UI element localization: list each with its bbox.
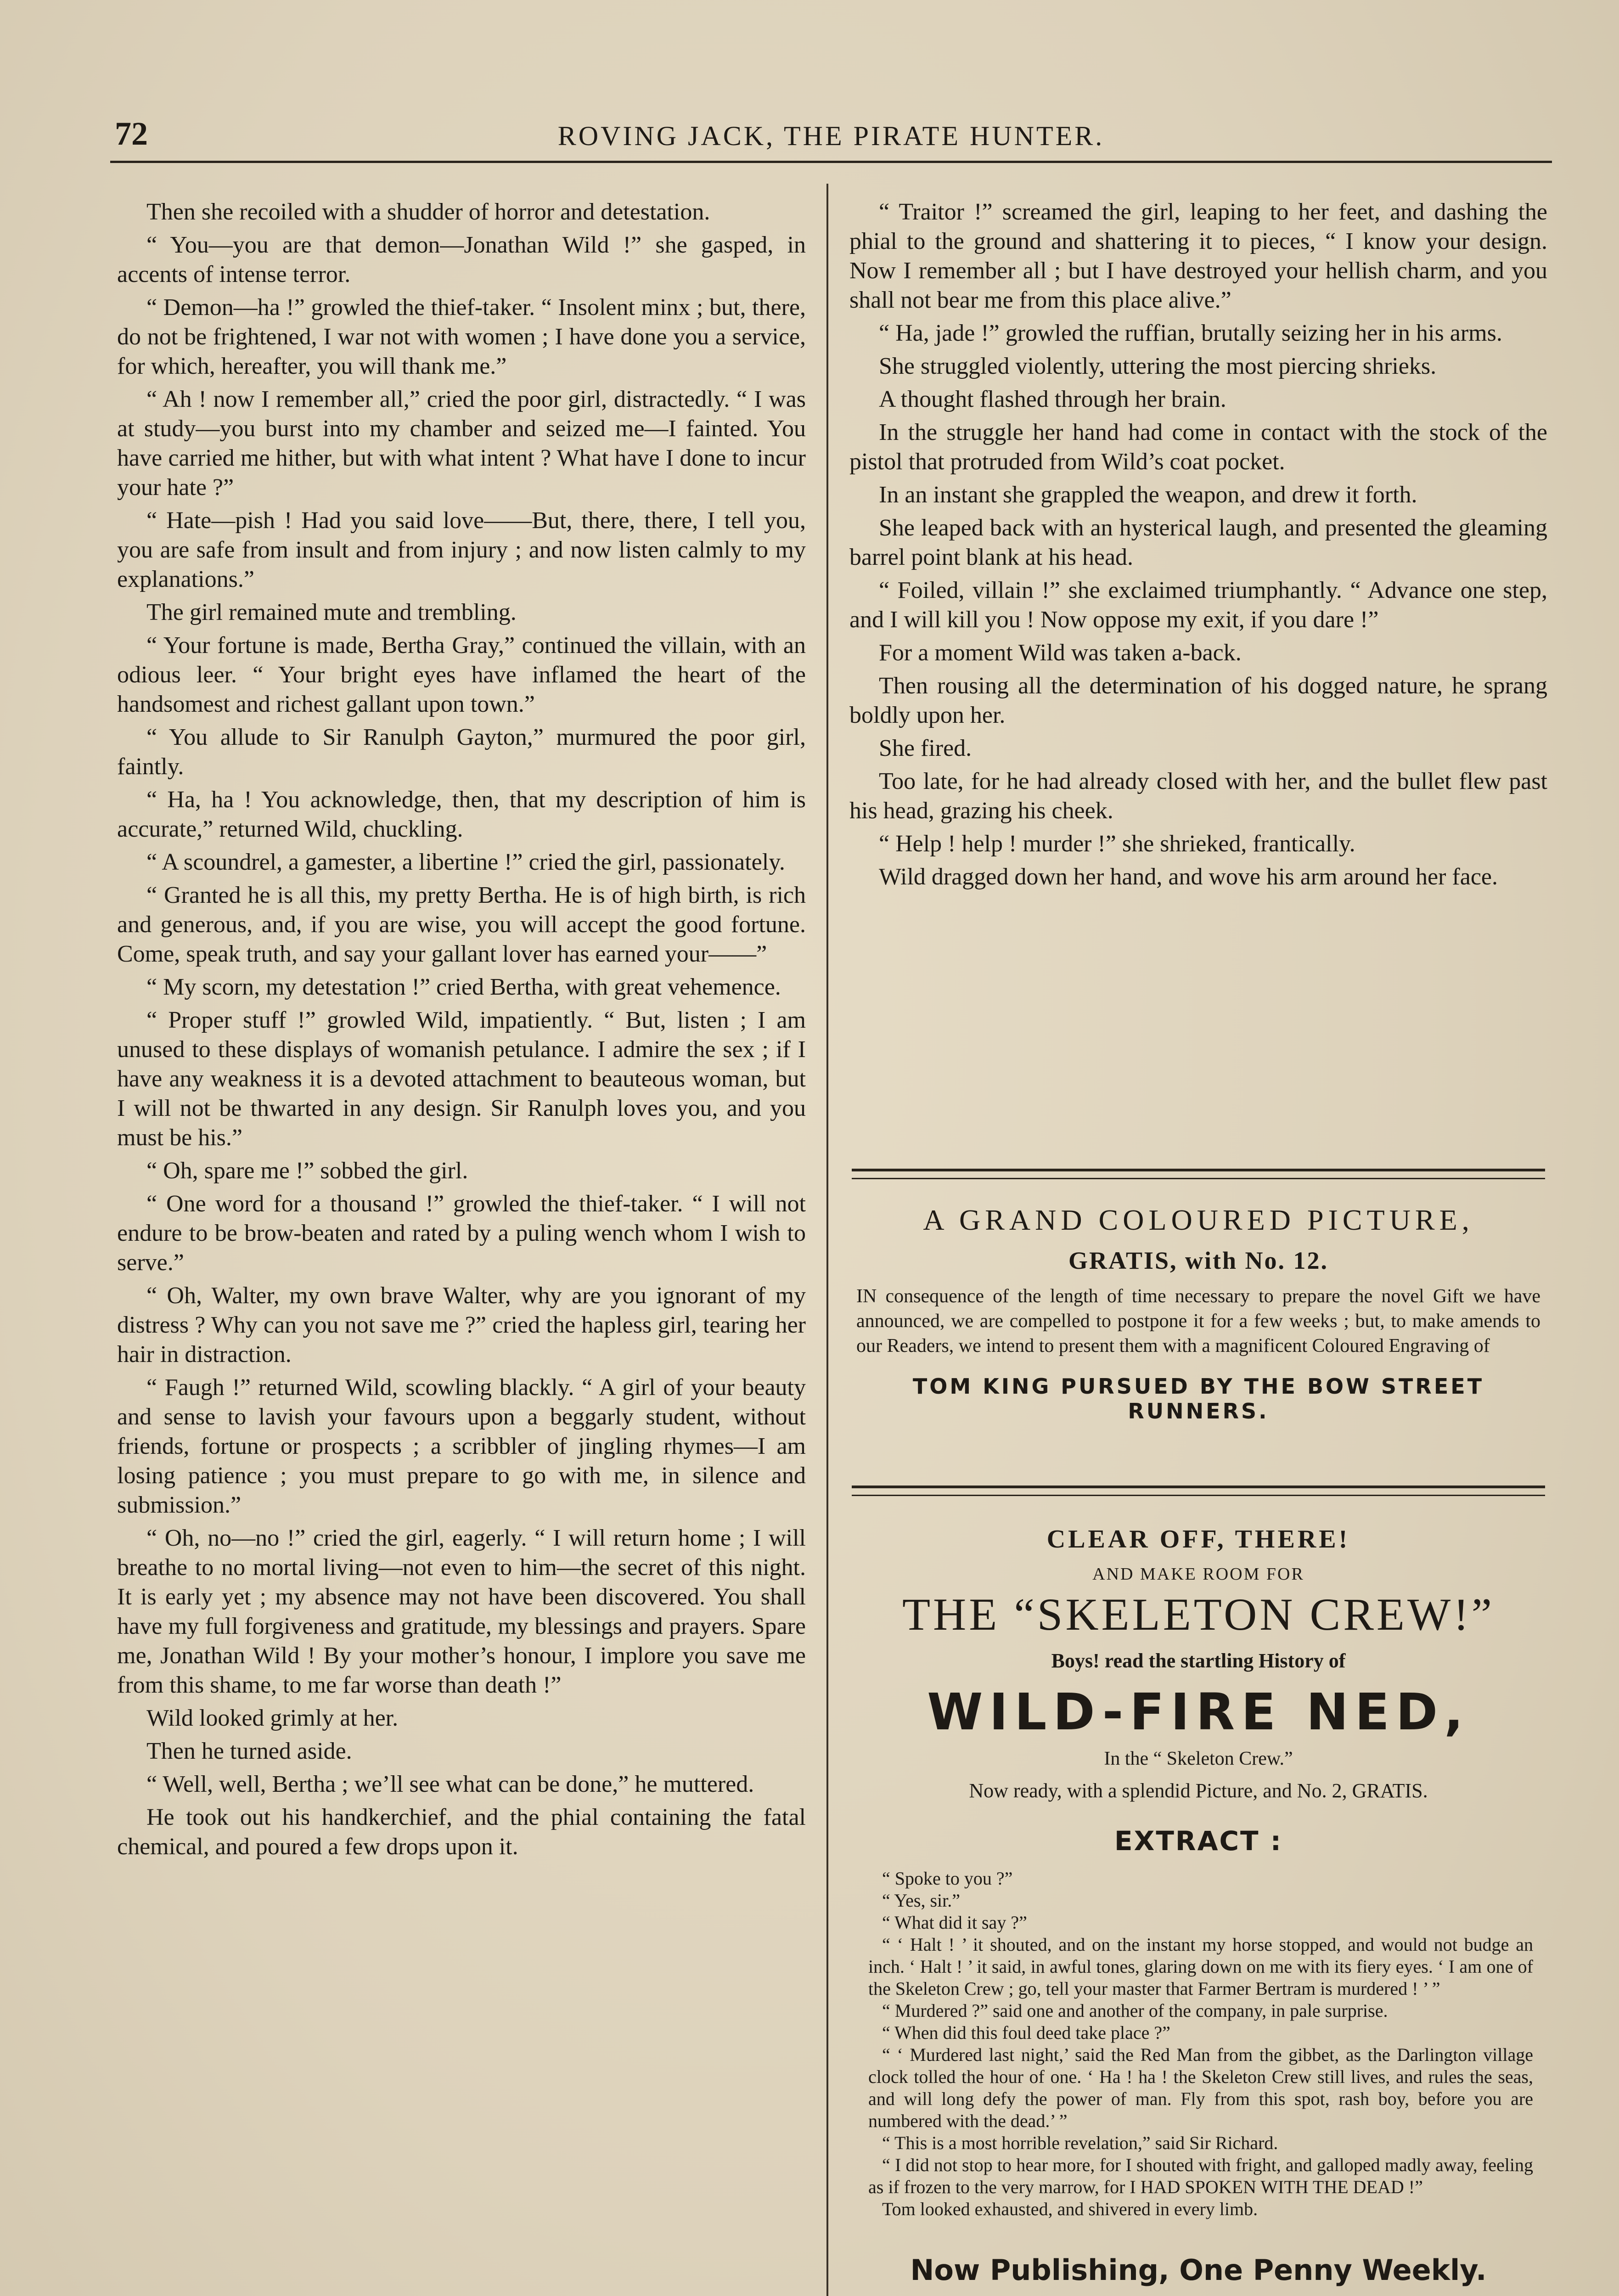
extract-line: “ When did this foul deed take place ?” [882, 2022, 1170, 2043]
paragraph: “ Ha, jade !” growled the ruffian, brutally seizing her in his arms. [879, 320, 1502, 346]
notice-heading: A GRAND COLOURED PICTURE, [923, 1204, 1474, 1236]
paragraph: “ You—you are that demon—Jonathan Wild !” she gasped, in accents of intense terror. [117, 232, 806, 287]
extract-line: “ I did not stop to hear more, for I shouted with fright, and galloped madly away, feeling as if frozen to the very marrow, for I HAD SPOKEN WITH THE DEAD !” [868, 2155, 1533, 2197]
paragraph: “ Well, well, Bertha ; we’ll see what can be done,” he muttered. [146, 1771, 754, 1797]
paragraph: “ Ha, ha ! You acknowledge, then, that my description of him is accurate,” returned Wild, chuckling. [117, 787, 806, 842]
paragraph: “ Faugh !” returned Wild, scowling blackly. “ A girl of your beauty and sense to lavish your favours upon a beggarly student, without friends, fortune or prospects ; a scribbler of jingling rhymes—I am losing patience ; you must prepare to go with me, in silence and submission.” [117, 1374, 806, 1518]
ad-headline: CLEAR OFF, THERE! [1046, 1525, 1350, 1553]
notice-engraving-title: TOM KING PURSUED BY THE BOW STREET RUNNERS. [912, 1374, 1484, 1424]
ad-story-title: WILD-FIRE NED, [927, 1683, 1470, 1741]
skeleton-crew-advertisement [852, 1525, 1545, 2287]
section-rule [852, 1169, 1545, 1179]
right-column [849, 197, 1547, 895]
ad-tagline: Boys! read the startling History of [1051, 1649, 1346, 1672]
page-number: 72 [115, 115, 148, 152]
paragraph: “ Oh, no—no !” cried the girl, eagerly. “ I will return home ; I will breathe to no mortal living—not even to him—the secret of this night. It is early yet ; my absence may not have been discovered. You shall have my full forgiveness and gratitude, my blessings and prayers. Spare me, Jonathan Wild ! By your mother’s honour, I implore you save me from this shame, to me far worse than death !” [117, 1525, 806, 1698]
extract-line: “ What did it say ?” [882, 1912, 1027, 1933]
paragraph: She fired. [879, 735, 972, 761]
paragraph: “ One word for a thousand !” growled the thief-taker. “ I will not endure to be brow-beaten and rated by a puling wench whom I wish to serve.” [117, 1191, 806, 1276]
extract-line: Tom looked exhausted, and shivered in every limb. [882, 2199, 1258, 2219]
paragraph: “ Help ! help ! murder !” she shrieked, frantically. [879, 831, 1355, 857]
paragraph: “ My scorn, my detestation !” cried Bertha, with great vehemence. [146, 974, 781, 1000]
coloured-picture-notice [852, 1203, 1545, 1424]
publishing-note: Now Publishing, One Penny Weekly. [910, 2253, 1487, 2287]
extract-line: “ This is a most horrible revelation,” said Sir Richard. [882, 2133, 1278, 2153]
paragraph: In the struggle her hand had come in contact with the stock of the pistol that protruded from Wild’s coat pocket. [849, 419, 1547, 475]
paragraph: “ Oh, spare me !” sobbed the girl. [146, 1158, 468, 1184]
paragraph: “ Traitor !” screamed the girl, leaping to her feet, and dashing the phial to the ground and shattering it to pieces, “ I know your design. Now I remember all ; but I have destroyed your hellish charm, and you shall not bear me from this place alive.” [849, 199, 1547, 313]
extract-line: “ ‘ Halt ! ’ it shouted, and on the instant my horse stopped, and would not budge an inch. ‘ Halt ! ’ it said, in awful tones, glaring down on me with its fiery eyes. ‘ I am one of the Skeleton Crew ; go, tell your master that Farmer Bertram is murdered ! ’ ” [868, 1934, 1533, 1999]
paragraph: Wild looked grimly at her. [146, 1705, 399, 1731]
ad-title: THE “SKELETON CREW!” [902, 1589, 1495, 1640]
notice-body: IN consequence of the length of time necessary to prepare the novel Gift we have announced, we are compelled to postpone it for a few weeks ; but, to make amends to our Readers, we intend to present them with a magnificent Coloured Engraving of [856, 1286, 1540, 1356]
paragraph: Then he turned aside. [146, 1738, 352, 1764]
extract-body [852, 1868, 1545, 2220]
section-rule [852, 1486, 1545, 1496]
extract-line: “ Murdered ?” said one and another of the company, in pale surprise. [882, 2000, 1388, 2021]
paragraph: For a moment Wild was taken a-back. [879, 640, 1242, 666]
paragraph: “ Granted he is all this, my pretty Bertha. He is of high birth, is rich and generous, and, if you are wise, you will accept the good fortune. Come, speak truth, and say your gallant lover has earned your——” [117, 882, 806, 967]
paragraph: Then she recoiled with a shudder of horror and detestation. [146, 199, 710, 225]
paragraph: “ You allude to Sir Ranulph Gayton,” murmured the poor girl, faintly. [117, 724, 806, 780]
paragraph: She struggled violently, uttering the most piercing shrieks. [879, 353, 1437, 379]
paragraph: The girl remained mute and trembling. [146, 599, 517, 625]
extract-line: “ Spoke to you ?” [882, 1868, 1013, 1889]
paragraph: Then rousing all the determination of his dogged nature, he sprang boldly upon her. [849, 673, 1547, 728]
extract-line: “ ‘ Murdered last night,’ said the Red Man from the gibbet, as the Darlington village clock tolled the hour of one. ‘ Ha ! ha ! the Skeleton Crew still lives, and rules the seas, and will long defy the power of man. Fly from this spot, rash boy, before you are numbered with the dead.’ ” [868, 2044, 1533, 2131]
ad-availability: Now ready, with a splendid Picture, and No. 2, GRATIS. [969, 1779, 1428, 1802]
paragraph: He took out his handkerchief, and the phial containing the fatal chemical, and poured a few drops upon it. [117, 1804, 806, 1860]
paragraph: “ Oh, Walter, my own brave Walter, why are you ignorant of my distress ? Why can you not save me ?” cried the hapless girl, tearing her hair in distraction. [117, 1283, 806, 1367]
paragraph: “ Ah ! now I remember all,” cried the poor girl, distractedly. “ I was at study—you burst into my chamber and seized me—I fainted. You have carried me hither, but with what intent ? What have I done to incur your hate ?” [117, 386, 806, 501]
running-title: ROVING JACK, THE PIRATE HUNTER. [557, 121, 1105, 151]
paragraph: “ Demon—ha !” growled the thief-taker. “ Insolent minx ; but, there, do not be frightened, I war not with women ; I have done you a service, for which, hereafter, you will thank me.” [117, 294, 806, 379]
notice-subheading: GRATIS, with No. 12. [1068, 1247, 1329, 1274]
paragraph: “ Your fortune is made, Bertha Gray,” continued the villain, with an odious leer. “ Your bright eyes have inflamed the heart of the handsomest and richest gallant upon town.” [117, 632, 806, 717]
paragraph: “ Proper stuff !” growled Wild, impatiently. “ But, listen ; I am unused to these displays of womanish petulance. I admire the sex ; if I have any weakness it is a devoted attachment to beauteous woman, but I will not be thwarted in any design. Sir Ranulph loves you, and you must be his.” [117, 1007, 806, 1151]
ad-subline: AND MAKE ROOM FOR [1092, 1564, 1304, 1584]
paragraph: A thought flashed through her brain. [879, 386, 1226, 412]
paragraph: “ Foiled, villain !” she exclaimed triumphantly. “ Advance one step, and I will kill you ! Now oppose my exit, if you dare !” [849, 577, 1547, 633]
paragraph: She leaped back with an hysterical laugh, and presented the gleaming barrel point blank at his head. [849, 515, 1547, 570]
paragraph: Wild dragged down her hand, and wove his arm around her face. [879, 864, 1498, 890]
paragraph: In an instant she grappled the weapon, and drew it forth. [879, 482, 1417, 508]
paragraph: “ A scoundrel, a gamester, a libertine !” cried the girl, passionately. [146, 849, 785, 875]
paragraph: “ Hate—pish ! Had you said love——But, there, there, I tell you, you are safe from insult and from injury ; and now listen calmly to my explanations.” [117, 507, 806, 592]
ad-story-source: In the “ Skeleton Crew.” [1104, 1748, 1293, 1769]
paragraph: Too late, for he had already closed with her, and the bullet flew past his head, grazing his cheek. [849, 768, 1547, 824]
left-column [117, 197, 806, 1865]
page-header [110, 110, 1552, 163]
extract-heading: EXTRACT : [1114, 1825, 1282, 1857]
column-divider [826, 184, 828, 2296]
extract-line: “ Yes, sir.” [882, 1890, 961, 1911]
